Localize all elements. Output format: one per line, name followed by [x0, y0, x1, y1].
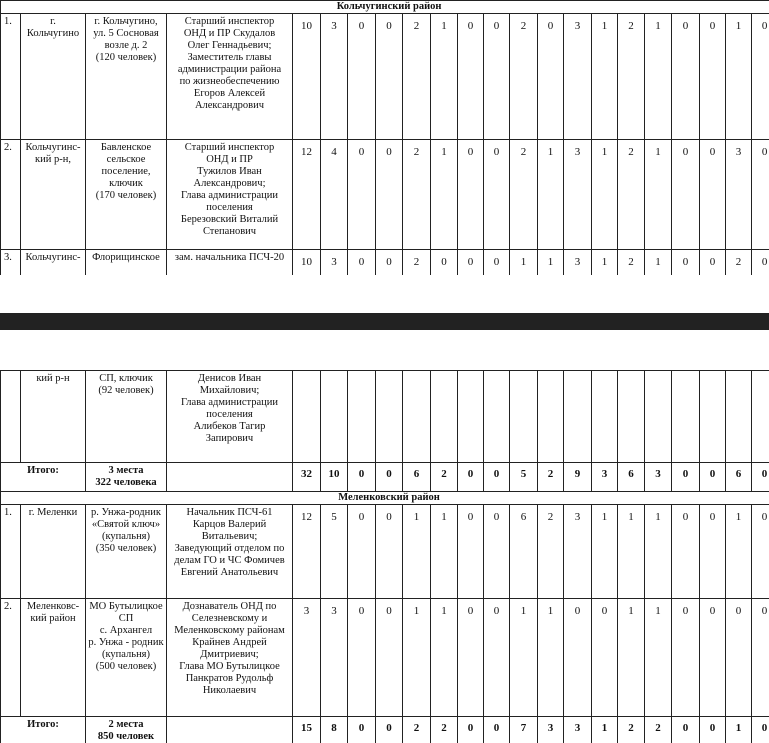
total-officials-cell — [167, 717, 293, 743]
value-cell: 0 — [376, 14, 403, 140]
value-cell — [403, 371, 431, 463]
value-cell: 12 — [293, 505, 321, 599]
value-cell: 0 — [458, 599, 484, 717]
value-cell: 1 — [645, 140, 672, 250]
value-cell: 0 — [458, 14, 484, 140]
value-cell: 0 — [752, 250, 769, 276]
value-cell: 0 — [348, 599, 376, 717]
value-cell: 2 — [538, 505, 564, 599]
total-value: 0 — [752, 463, 769, 492]
value-cell: 1 — [618, 599, 645, 717]
value-cell: 0 — [672, 140, 700, 250]
value-cell: 2 — [618, 250, 645, 276]
value-cell: 1 — [403, 505, 431, 599]
total-value: 1 — [592, 717, 618, 743]
value-cell — [538, 371, 564, 463]
total-value: 1 — [726, 717, 752, 743]
value-cell: 1 — [618, 505, 645, 599]
district-cell: г. Кольчугино — [21, 14, 86, 140]
value-cell — [618, 371, 645, 463]
total-value: 0 — [348, 463, 376, 492]
officials-cell: Денисов Иван Михайлович; Глава администрации поселения Алибеков Тагир Запирович — [167, 371, 293, 463]
value-cell: 1 — [403, 599, 431, 717]
location-cell: Бавленское сельское поселение, ключик (170 человек) — [86, 140, 167, 250]
value-cell: 0 — [700, 599, 726, 717]
section-title: Кольчугинский район — [1, 1, 769, 14]
value-cell — [592, 371, 618, 463]
total-value: 32 — [293, 463, 321, 492]
value-cell — [510, 371, 538, 463]
location-cell: СП, ключик (92 человек) — [86, 371, 167, 463]
district-cell: г. Меленки — [21, 505, 86, 599]
value-cell: 3 — [564, 250, 592, 276]
value-cell: 0 — [348, 505, 376, 599]
officials-cell: зам. начальника ПСЧ-20 — [167, 250, 293, 276]
value-cell: 0 — [458, 505, 484, 599]
value-cell: 0 — [376, 599, 403, 717]
total-value: 2 — [403, 717, 431, 743]
value-cell — [321, 371, 348, 463]
location-cell: Флорищинское — [86, 250, 167, 276]
total-value: 3 — [592, 463, 618, 492]
value-cell: 0 — [700, 505, 726, 599]
value-cell: 2 — [403, 140, 431, 250]
total-value: 15 — [293, 717, 321, 743]
document-page-top — [0, 0, 769, 275]
value-cell: 0 — [458, 140, 484, 250]
total-value: 6 — [726, 463, 752, 492]
table-row — [1, 250, 769, 276]
value-cell: 0 — [752, 14, 769, 140]
value-cell: 0 — [672, 599, 700, 717]
page-divider — [0, 313, 769, 330]
total-row — [1, 463, 769, 492]
value-cell: 0 — [484, 250, 510, 276]
total-value: 9 — [564, 463, 592, 492]
total-value: 0 — [672, 463, 700, 492]
value-cell: 1 — [592, 505, 618, 599]
section-row — [1, 1, 769, 14]
district-cell: Меленковс- кий район — [21, 599, 86, 717]
row-number: 3. — [1, 250, 21, 276]
value-cell: 3 — [321, 250, 348, 276]
value-cell: 12 — [293, 140, 321, 250]
value-cell: 3 — [564, 14, 592, 140]
total-places: 2 места 850 человек — [86, 717, 167, 743]
value-cell — [348, 371, 376, 463]
value-cell: 0 — [484, 505, 510, 599]
value-cell: 3 — [726, 140, 752, 250]
row-number: 1. — [1, 14, 21, 140]
value-cell: 0 — [538, 14, 564, 140]
value-cell: 0 — [348, 140, 376, 250]
district-cell: кий р-н — [21, 371, 86, 463]
value-cell: 1 — [510, 599, 538, 717]
value-cell — [458, 371, 484, 463]
total-places: 3 места 322 человека — [86, 463, 167, 492]
value-cell: 2 — [510, 14, 538, 140]
total-value: 6 — [618, 463, 645, 492]
value-cell: 1 — [538, 250, 564, 276]
value-cell: 1 — [592, 250, 618, 276]
total-value: 2 — [618, 717, 645, 743]
total-value: 0 — [752, 717, 769, 743]
value-cell: 2 — [618, 140, 645, 250]
value-cell: 0 — [376, 250, 403, 276]
total-value: 8 — [321, 717, 348, 743]
total-value: 0 — [700, 717, 726, 743]
section-title: Меленковский район — [1, 492, 769, 505]
table-row — [1, 599, 769, 717]
row-number: 2. — [1, 599, 21, 717]
table-row — [1, 505, 769, 599]
value-cell: 0 — [672, 14, 700, 140]
value-cell: 0 — [592, 599, 618, 717]
table-row — [1, 14, 769, 140]
value-cell: 1 — [431, 140, 458, 250]
total-value: 0 — [348, 717, 376, 743]
total-value: 2 — [431, 717, 458, 743]
officials-cell: Дознаватель ОНД по Селезневскому и Меленковскому районам Крайнев Андрей Дмитриевич; Глава МО Бутылицкое Панкратов Рудольф Николаевич — [167, 599, 293, 717]
value-cell: 1 — [645, 599, 672, 717]
value-cell: 2 — [618, 14, 645, 140]
total-officials-cell — [167, 463, 293, 492]
value-cell: 3 — [321, 14, 348, 140]
value-cell: 1 — [726, 505, 752, 599]
value-cell: 0 — [752, 140, 769, 250]
location-cell: р. Унжа-родник «Святой ключ» (купальня) (350 человек) — [86, 505, 167, 599]
table-bottom — [0, 370, 769, 743]
value-cell: 0 — [700, 250, 726, 276]
total-value: 0 — [458, 717, 484, 743]
value-cell: 0 — [458, 250, 484, 276]
value-cell: 1 — [592, 14, 618, 140]
total-value: 10 — [321, 463, 348, 492]
row-number: 1. — [1, 505, 21, 599]
value-cell: 1 — [645, 505, 672, 599]
value-cell: 0 — [484, 14, 510, 140]
total-value: 2 — [645, 717, 672, 743]
row-number — [1, 371, 21, 463]
value-cell: 0 — [376, 140, 403, 250]
table-row — [1, 371, 769, 463]
document-page-bottom — [0, 330, 769, 743]
total-value: 0 — [700, 463, 726, 492]
total-value: 0 — [484, 463, 510, 492]
value-cell — [484, 371, 510, 463]
total-value: 7 — [510, 717, 538, 743]
value-cell — [645, 371, 672, 463]
total-value: 5 — [510, 463, 538, 492]
value-cell: 2 — [726, 250, 752, 276]
total-value: 0 — [672, 717, 700, 743]
value-cell: 0 — [484, 140, 510, 250]
value-cell: 0 — [431, 250, 458, 276]
row-number: 2. — [1, 140, 21, 250]
total-row — [1, 717, 769, 743]
total-label: Итого: — [1, 717, 86, 743]
value-cell — [726, 371, 752, 463]
total-label: Итого: — [1, 463, 86, 492]
value-cell: 3 — [321, 599, 348, 717]
value-cell: 0 — [672, 505, 700, 599]
value-cell: 1 — [592, 140, 618, 250]
total-value: 0 — [376, 717, 403, 743]
total-value: 0 — [458, 463, 484, 492]
location-cell: г. Кольчугино, ул. 5 Сосновая возле д. 2 (120 человек) — [86, 14, 167, 140]
value-cell: 0 — [348, 250, 376, 276]
value-cell: 2 — [510, 140, 538, 250]
table-top — [0, 0, 769, 275]
total-value: 0 — [484, 717, 510, 743]
value-cell: 10 — [293, 250, 321, 276]
section-row — [1, 492, 769, 505]
value-cell: 1 — [538, 140, 564, 250]
value-cell: 0 — [752, 599, 769, 717]
value-cell: 0 — [672, 250, 700, 276]
value-cell: 6 — [510, 505, 538, 599]
location-cell: МО Бутылицкое СП с. Архангел р. Унжа - родник (купальня) (500 человек) — [86, 599, 167, 717]
value-cell — [564, 371, 592, 463]
value-cell — [672, 371, 700, 463]
value-cell: 3 — [293, 599, 321, 717]
value-cell — [431, 371, 458, 463]
value-cell: 1 — [538, 599, 564, 717]
total-value: 3 — [645, 463, 672, 492]
total-value: 2 — [538, 463, 564, 492]
value-cell: 3 — [564, 140, 592, 250]
value-cell: 1 — [726, 14, 752, 140]
value-cell: 1 — [510, 250, 538, 276]
value-cell: 3 — [564, 505, 592, 599]
value-cell: 0 — [752, 505, 769, 599]
value-cell: 0 — [484, 599, 510, 717]
value-cell — [700, 371, 726, 463]
total-value: 6 — [403, 463, 431, 492]
value-cell — [376, 371, 403, 463]
total-value: 2 — [431, 463, 458, 492]
value-cell: 0 — [376, 505, 403, 599]
table-row — [1, 140, 769, 250]
value-cell: 5 — [321, 505, 348, 599]
value-cell: 0 — [700, 140, 726, 250]
value-cell — [752, 371, 769, 463]
officials-cell: Старший инспектор ОНД и ПР Тужилов Иван Александрович; Глава администрации поселения Березовский Виталий Степанович — [167, 140, 293, 250]
district-cell: Кольчугинс- — [21, 250, 86, 276]
value-cell: 1 — [431, 14, 458, 140]
value-cell: 0 — [348, 14, 376, 140]
value-cell: 0 — [726, 599, 752, 717]
value-cell: 1 — [431, 505, 458, 599]
value-cell: 1 — [431, 599, 458, 717]
officials-cell: Старший инспектор ОНД и ПР Скудалов Олег Геннадьевич; Заместитель главы администрации района по жизнеобеспечению Егоров Алексей Александрович — [167, 14, 293, 140]
value-cell: 2 — [403, 250, 431, 276]
value-cell: 2 — [403, 14, 431, 140]
value-cell: 0 — [564, 599, 592, 717]
value-cell: 1 — [645, 250, 672, 276]
total-value: 3 — [564, 717, 592, 743]
district-cell: Кольчугинс- кий р-н, — [21, 140, 86, 250]
value-cell: 10 — [293, 14, 321, 140]
value-cell: 0 — [700, 14, 726, 140]
total-value: 3 — [538, 717, 564, 743]
value-cell: 4 — [321, 140, 348, 250]
value-cell — [293, 371, 321, 463]
value-cell: 1 — [645, 14, 672, 140]
total-value: 0 — [376, 463, 403, 492]
officials-cell: Начальник ПСЧ-61 Карцов Валерий Витальевич; Заведующий отделом по делам ГО и ЧС Фомичев Евгений Анатольевич — [167, 505, 293, 599]
